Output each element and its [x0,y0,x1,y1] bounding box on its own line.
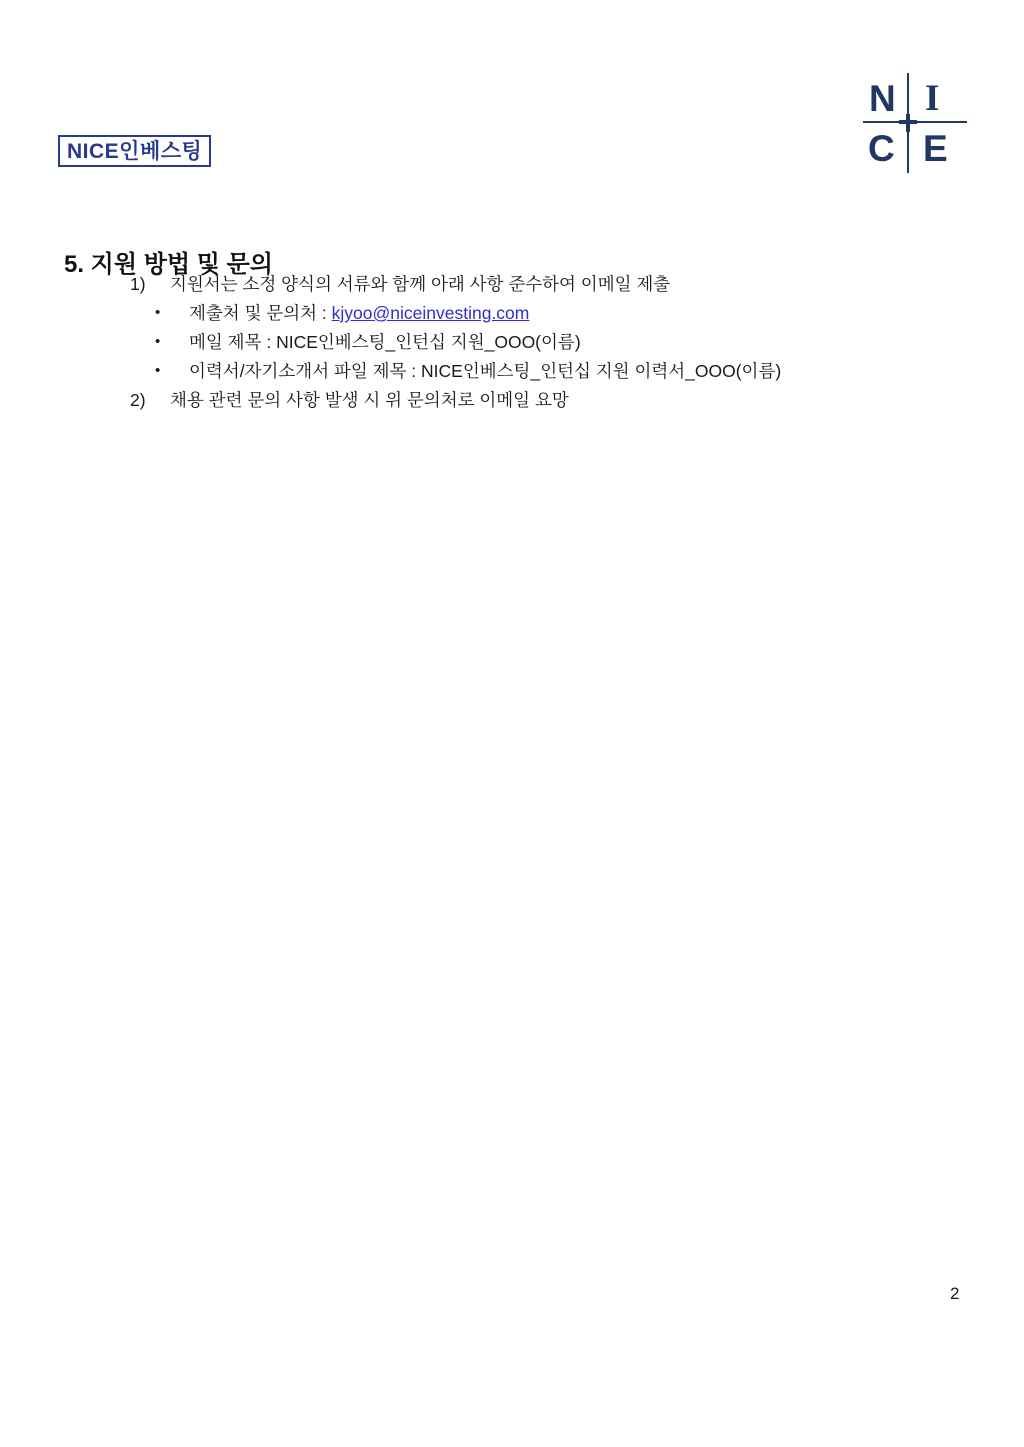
bullet-icon: • [155,304,161,321]
bullet-icon: • [155,362,161,379]
list-item [155,301,529,325]
logo-letter-n: N [869,78,896,119]
email-label: 제출처 및 문의처 : [189,303,332,323]
logo-letter-e: E [923,128,948,169]
nice-cross-logo [863,73,967,173]
list-item-marker: 2) [130,390,146,410]
bullet-icon: • [155,333,161,350]
bullet-item-text: 이력서/자기소개서 파일 제목 : NICE인베스팅_인턴십 지원 이력서_OOO(이름) [189,361,782,381]
list-item [155,330,581,354]
section-title: 5. 지원 방법 및 문의 [64,251,273,279]
list-item-text: 채용 관련 문의 사항 발생 시 위 문의처로 이메일 요망 [170,390,569,410]
list-item [130,388,569,412]
logo-letter-c: C [868,128,895,169]
nice-investing-logo [58,135,211,167]
list-item [155,359,781,383]
logo-letter-i: I [925,78,940,119]
nice-investing-logo-text: NICE인베스팅 [67,139,203,163]
plus-icon [899,120,917,124]
list-item-text: 지원서는 소정 양식의 서류와 함께 아래 사항 준수하여 이메일 제출 [170,274,671,294]
bullet-item-text: 메일 제목 : NICE인베스팅_인턴십 지원_OOO(이름) [189,332,581,352]
list-item [130,272,670,296]
bullet-item-text [189,301,529,325]
email-link[interactable]: kjyoo@niceinvesting.com [331,303,530,323]
list-item-marker: 1) [130,274,146,294]
page-number: 2 [950,1284,960,1303]
